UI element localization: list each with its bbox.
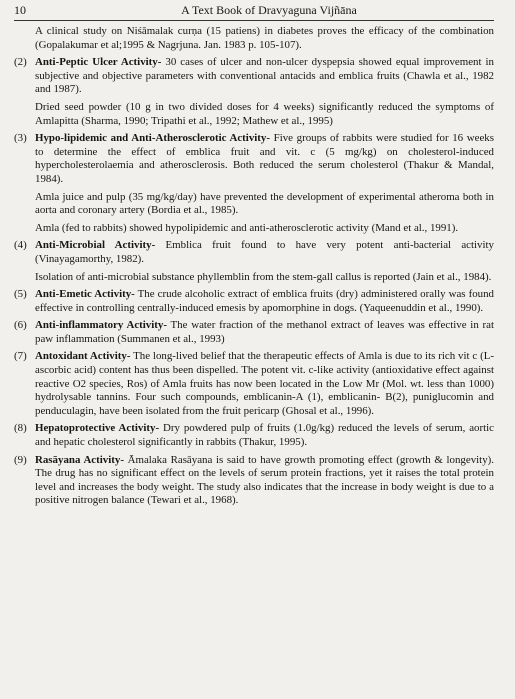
item-paragraph: [35, 350, 494, 418]
activity-item: [14, 132, 494, 235]
running-title: A Text Book of Dravyaguna Vijñāna: [181, 3, 357, 17]
item-number: (8): [14, 422, 27, 435]
running-header: [14, 0, 494, 21]
item-number: (3): [14, 132, 27, 145]
activity-item: [14, 319, 494, 346]
item-title: Anti-Emetic Activity-: [35, 288, 135, 301]
item-paragraph: [35, 271, 494, 285]
item-number: (5): [14, 288, 27, 301]
item-title: Hepatoprotective Activity-: [35, 422, 160, 435]
item-text: Dried seed powder (10 g in two divided doses for 4 weeks) significantly reduced the symptoms of Amlapitta (Sharma, 1990; Tripathi et al., 1992; Mathew et al., 1995): [35, 100, 494, 127]
item-number: (2): [14, 56, 27, 69]
activity-item: [14, 239, 494, 284]
item-paragraph: [35, 454, 494, 508]
item-paragraph: [35, 222, 494, 236]
item-paragraph: [35, 132, 494, 186]
item-text: Amla juice and pulp (35 mg/kg/day) have prevented the development of experimental atheroma both in aorta and coronary artery (Bordia et al., 1985).: [35, 190, 494, 217]
activity-item: [14, 288, 494, 315]
item-text: Amla (fed to rabbits) showed hypolipidemic and anti-atherosclerotic activity (Mand et al., 1991).: [35, 221, 459, 234]
item-number: (6): [14, 319, 27, 332]
item-text: The water fraction of the methanol extract of leaves was effective in rat paw inflammation (Summanen et al., 1993): [35, 319, 494, 345]
item-paragraph: [35, 422, 494, 449]
item-text: Isolation of anti-microbial substance phyllemblin from the stem-gall callus is reported (Jain et al., 1984).: [35, 270, 492, 283]
item-title: Hypo-lipidemic and Anti-Atherosclerotic Activity-: [35, 132, 270, 145]
activity-item: [14, 350, 494, 418]
item-title: Anti-Microbial Activity-: [35, 239, 156, 252]
item-number: (4): [14, 239, 27, 252]
item-number: (9): [14, 453, 27, 466]
page-number: 10: [14, 3, 26, 17]
activity-item: [14, 56, 494, 128]
page-body: [14, 25, 494, 508]
item-title: Anti-inflammatory Activity-: [35, 319, 167, 332]
item-paragraph: [35, 239, 494, 266]
activity-item: [14, 454, 494, 508]
item-text: Five groups of rabbits were studied for 16 weeks to determine the effect of emblica fruit and vit. c (5 mg/kg) on cholesterol-induced hypercholesterolaemia and atherosclerosis. Both reduced the serum cholesterol (Thakur & Mandal, 1984).: [35, 132, 494, 185]
item-title: Antoxidant Activity-: [35, 350, 131, 363]
item-text: Dry powdered pulp of fruits (1.0g/kg) reduced the levels of serum, aortic and hepatic cholesterol significantly in rabbits (Thakur, 1995).: [35, 422, 495, 449]
item-number: (7): [14, 350, 27, 363]
item-paragraph: [35, 319, 494, 346]
activity-list: [14, 56, 494, 508]
item-paragraph: [35, 288, 494, 315]
activity-item: [14, 422, 494, 449]
item-paragraph: [35, 101, 494, 128]
item-text: Āmalaka Rasāyana is said to have growth promoting effect (growth & longevity). The drug has no significant effect on the levels of serum protein fractions, yet it raises the total protein level and increases the body weight. The study also indicates that the increase in body weight is due to a positive nitrogen balance (Tewari et al., 1968).: [35, 453, 494, 507]
item-paragraph: [35, 191, 494, 218]
item-title: Rasāyana Activity-: [35, 453, 124, 466]
item-title: Anti-Peptic Ulcer Activity-: [35, 56, 162, 69]
intro-paragraph: A clinical study on Niśāmalak curṇa (15 patiens) in diabetes proves the efficacy of the combination (Gopalakumar et al;1995 & Nagrjuna. Jan. 1983 p. 105-107).: [35, 25, 494, 51]
item-paragraph: [35, 56, 494, 97]
item-text: The crude alcoholic extract of emblica fruits (dry) administered orally was found effective in controlling centrally-induced emesis by apomorphine in dogs. (Yaqueenuddin et al., 1990).: [35, 288, 494, 314]
item-text: 30 cases of ulcer and non-ulcer dyspepsia showed equal improvement in subjective and objective parameters with conventional antacids and emblica fruits (Chawla et al., 1982 and 1987).: [35, 56, 494, 96]
item-text: Emblica fruit found to have very potent anti-bacterial activity (Vinayagamorthy, 1982).: [35, 239, 495, 265]
item-text: The long-lived belief that the therapeutic effects of Amla is due to its rich vit c (L-ascorbic acid) content has thus been dispelled. The potent vit. c-like activity (antioxidative effect against reactive O2 species, Ros) of Amla fruits has now been located in the Low Mr (Mol. wt. less than 1000) hydrolysable tannins. Four such compounds, emblicanin-A (1), emblicanin- B(2), puniglucomin and penduculagin, have been isolated from the fruit pericarp (Ghosal et al., 1996).: [35, 350, 494, 417]
